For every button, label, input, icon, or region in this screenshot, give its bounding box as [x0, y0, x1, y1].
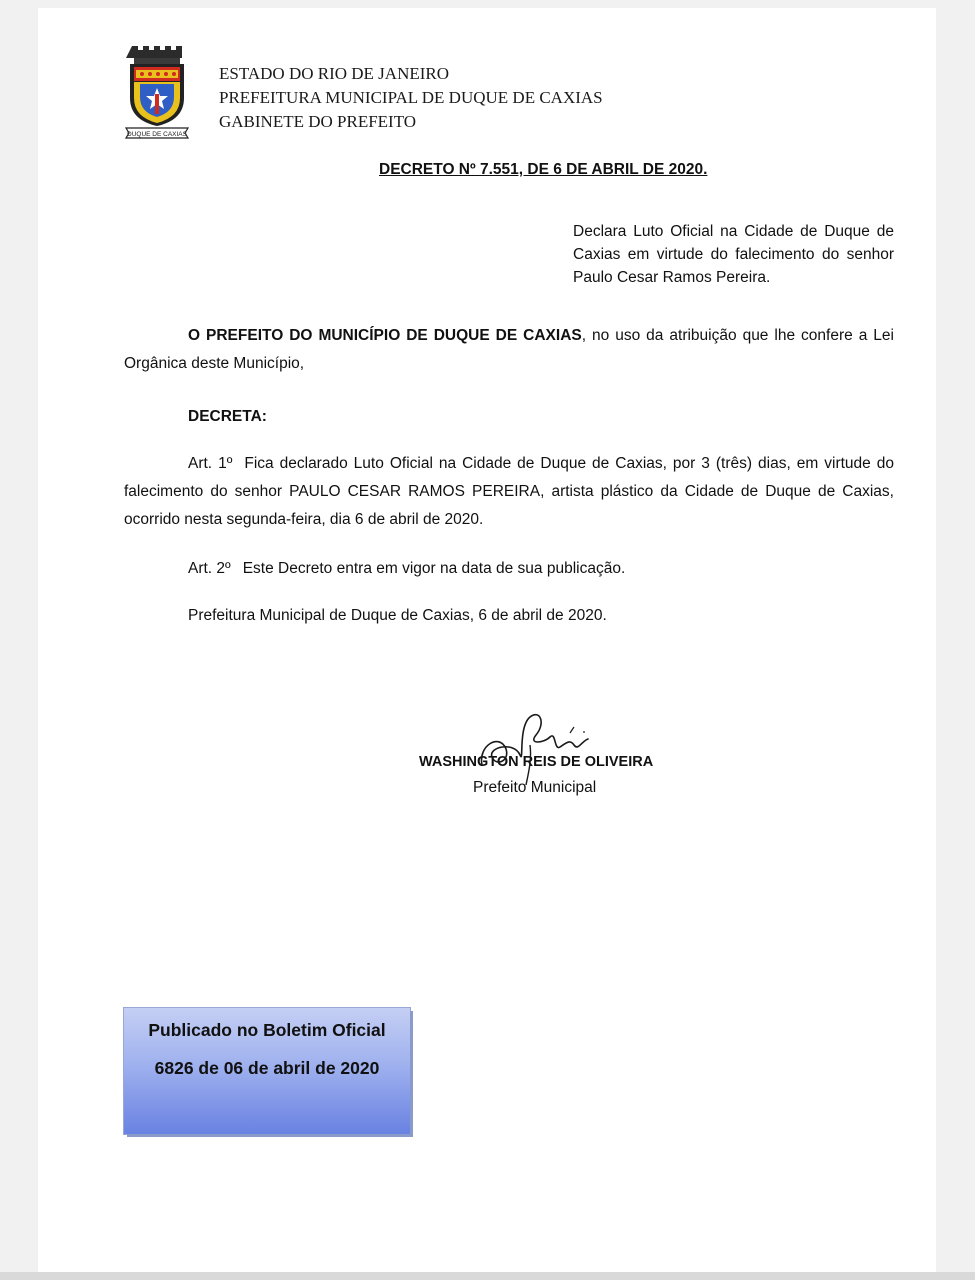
preamble-bold: O PREFEITO DO MUNICÍPIO DE DUQUE DE CAXIAS [188, 327, 582, 344]
article-2-label: Art. 2º [188, 560, 231, 577]
page-edge [0, 1272, 975, 1280]
decreta-heading: DECRETA: [188, 408, 267, 425]
publication-stamp [124, 1008, 410, 1134]
signatory-role: Prefeito Municipal [473, 779, 597, 796]
letterhead [219, 62, 603, 134]
preamble-rest: , no uso da atribuição que lhe confere a Lei Orgânica deste Município, [124, 327, 894, 372]
publication-line-2: 6826 de 06 de abril de 2020 [154, 1058, 380, 1078]
preamble [124, 322, 894, 378]
article-2 [188, 555, 625, 583]
letterhead-state: ESTADO DO RIO DE JANEIRO [219, 64, 450, 83]
letterhead-municipality: PREFEITURA MUNICIPAL DE DUQUE DE CAXIAS [219, 88, 603, 107]
article-1-text: Fica declarado Luto Oficial na Cidade de Duque de Caxias, por 3 (três) dias, em virtude do falecimento do senhor PAULO CESAR RAMOS PEREIRA, artista plástico da Cidade de Duque de Caxias, ocorrido nesta segunda-feira, dia 6 de abril de 2020. [124, 455, 894, 528]
article-1-label: Art. 1º [188, 455, 233, 472]
place-and-date: Prefeitura Municipal de Duque de Caxias, 6 de abril de 2020. [188, 607, 607, 624]
letterhead-office: GABINETE DO PREFEITO [219, 112, 417, 131]
signatory-name: WASHINGTON REIS DE OLIVEIRA [419, 754, 654, 770]
article-2-text: Este Decreto entra em vigor na data de sua publicação. [242, 560, 626, 577]
municipal-crest-icon [124, 42, 190, 142]
publication-line-1: Publicado no Boletim Oficial [148, 1020, 386, 1040]
svg-text:DUQUE DE CAXIAS: DUQUE DE CAXIAS [127, 131, 187, 138]
decree-summary: Declara Luto Oficial na Cidade de Duque de Caxias em virtude do falecimento do senhor Paulo Cesar Ramos Pereira. [573, 223, 894, 286]
article-1 [124, 450, 894, 534]
handwritten-signature [470, 705, 620, 790]
decree-title: DECRETO Nº 7.551, DE 6 DE ABRIL DE 2020. [379, 161, 708, 178]
